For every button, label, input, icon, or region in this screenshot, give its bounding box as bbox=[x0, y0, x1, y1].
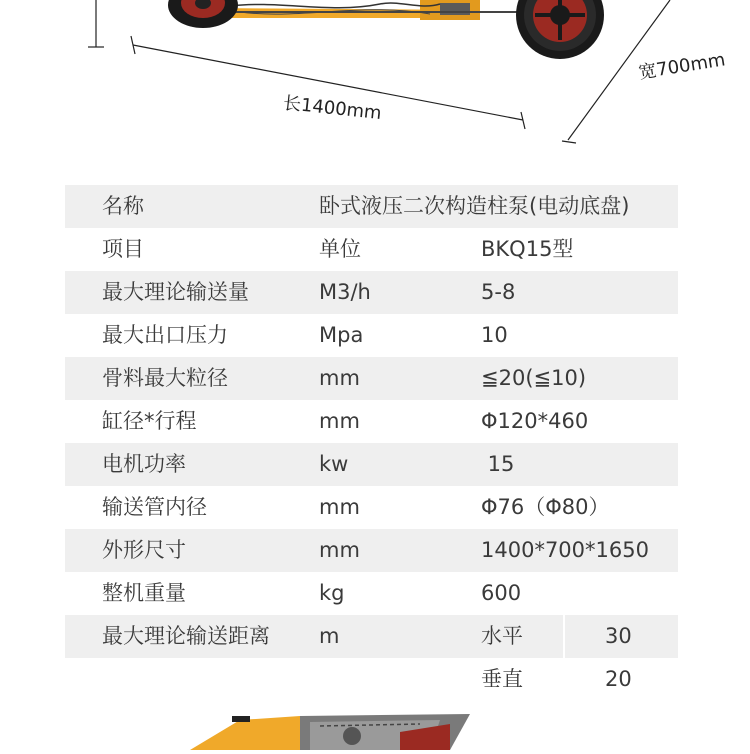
table-row bbox=[65, 314, 678, 357]
spec-value: BKQ15型 bbox=[481, 237, 574, 261]
spec-unit: kg bbox=[319, 581, 345, 605]
spec-name: 输送管内径 bbox=[102, 495, 207, 519]
spec-value: Φ120*460 bbox=[481, 409, 589, 433]
machine-dimension-figure bbox=[0, 0, 750, 170]
spec-value: ≦20(≦10) bbox=[481, 366, 587, 390]
spec-name: 骨料最大粒径 bbox=[102, 366, 228, 390]
right-wheel bbox=[516, 0, 604, 59]
spec-unit: 单位 bbox=[319, 237, 361, 261]
table-row bbox=[65, 357, 678, 400]
spec-unit: Mpa bbox=[319, 323, 364, 347]
spec-name: 最大理论输送距离 bbox=[102, 624, 270, 648]
machine-bottom-figure bbox=[0, 712, 750, 750]
spec-unit: m bbox=[319, 624, 340, 648]
cell-divider bbox=[563, 615, 565, 658]
spec-value: 垂直 bbox=[481, 667, 523, 691]
spec-unit: mm bbox=[319, 495, 360, 519]
spec-unit: M3/h bbox=[319, 280, 371, 304]
table-row bbox=[65, 400, 678, 443]
spec-table bbox=[65, 185, 678, 701]
spec-unit: kw bbox=[319, 452, 349, 476]
spec-unit: mm bbox=[319, 366, 360, 390]
table-row bbox=[65, 572, 678, 615]
pump-machine-illustration bbox=[0, 0, 750, 170]
spec-value: 600 bbox=[481, 581, 522, 605]
spec-value: Φ76（Φ80） bbox=[481, 495, 610, 519]
spec-name: 外形尺寸 bbox=[102, 538, 186, 562]
spec-name: 名称 bbox=[102, 194, 144, 218]
spec-name: 项目 bbox=[102, 237, 144, 261]
spec-name: 电机功率 bbox=[102, 452, 186, 476]
spec-unit: 卧式液压二次构造柱泵(电动底盘) bbox=[319, 194, 630, 218]
table-row bbox=[65, 658, 678, 701]
spec-value: 水平 bbox=[481, 624, 523, 648]
width-dimension-label: 宽700mm bbox=[637, 49, 727, 84]
table-row bbox=[65, 228, 678, 271]
spec-value: 5-8 bbox=[481, 280, 516, 304]
spec-unit: mm bbox=[319, 409, 360, 433]
table-row bbox=[65, 529, 678, 572]
table-row bbox=[65, 486, 678, 529]
table-row bbox=[65, 443, 678, 486]
table-row bbox=[65, 615, 678, 658]
length-dimension-label: 长1400mm bbox=[282, 92, 383, 125]
spec-value: 10 bbox=[481, 323, 508, 347]
spec-value: 15 bbox=[481, 452, 515, 476]
spec-name: 缸径*行程 bbox=[102, 409, 197, 433]
pump-machine-top-illustration bbox=[0, 712, 750, 750]
spec-extra-value: 20 bbox=[605, 667, 632, 691]
table-row bbox=[65, 185, 678, 228]
table-row bbox=[65, 271, 678, 314]
spec-name: 最大理论输送量 bbox=[102, 280, 249, 304]
left-wheel bbox=[168, 0, 238, 28]
spec-extra-value: 30 bbox=[605, 624, 632, 648]
spec-unit: mm bbox=[319, 538, 360, 562]
spec-name: 整机重量 bbox=[102, 581, 186, 605]
spec-value: 1400*700*1650 bbox=[481, 538, 649, 562]
spec-name: 最大出口压力 bbox=[102, 323, 228, 347]
